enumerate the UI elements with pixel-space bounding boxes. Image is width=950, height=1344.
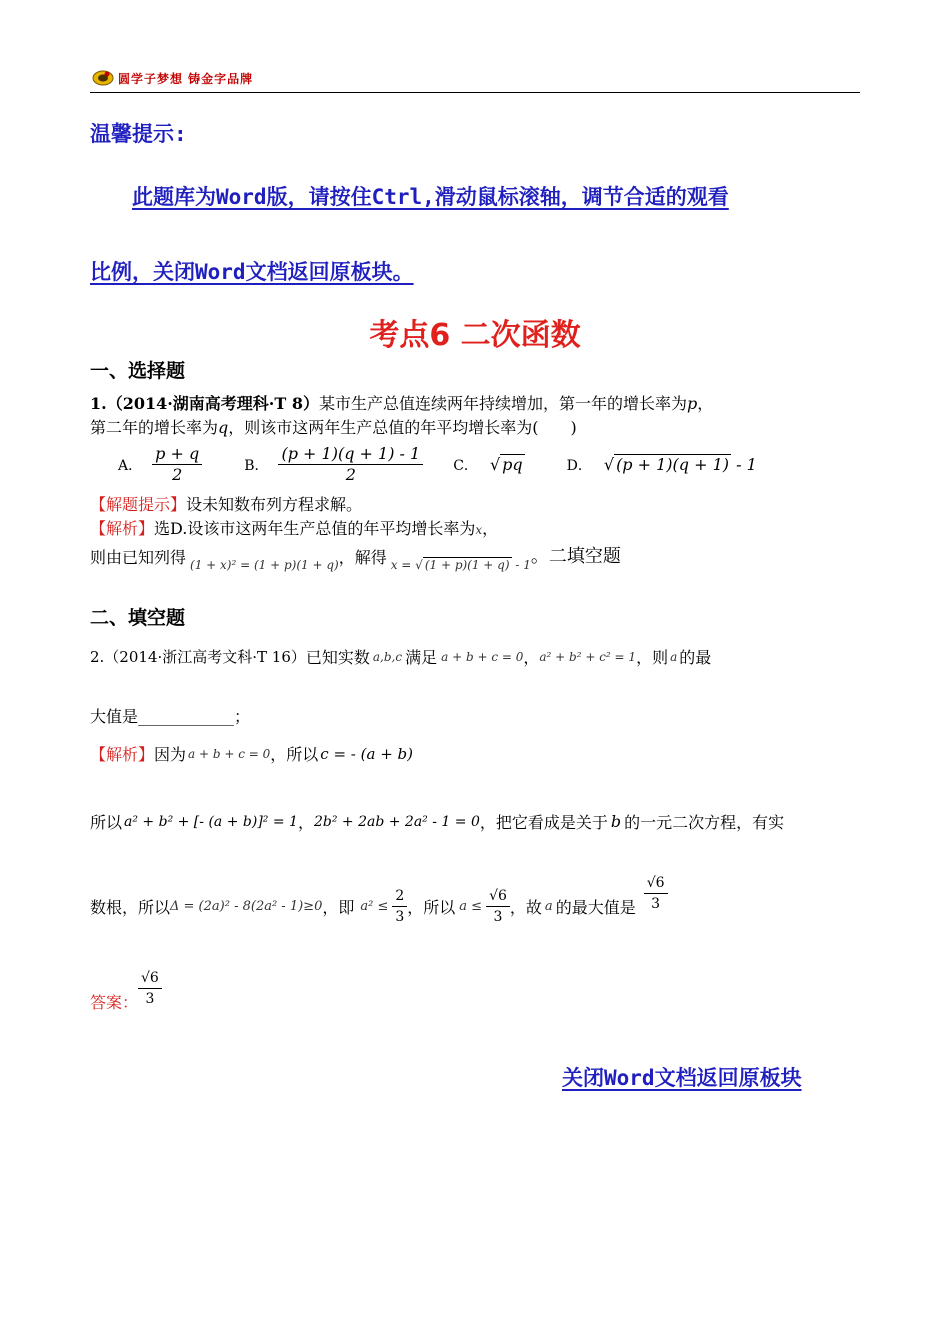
header-slogan: 圆学子梦想 铸金字品牌	[118, 72, 254, 86]
q1-stem-a: 某市生产总值连续两年持续增加，第一年的增长率为	[319, 394, 688, 413]
q2-an2-b: ，	[297, 813, 314, 832]
option-b-label: B．	[244, 457, 269, 474]
option-b-numerator: (p + 1)(q + 1) - 1	[278, 444, 423, 465]
option-c-label: C．	[453, 457, 478, 474]
section-fill-heading: 二、填空题	[90, 607, 186, 629]
tip-line-2[interactable]: 比例，关闭Word文档返回原板块。	[90, 260, 414, 284]
q2-stem-a: 已知实数	[305, 648, 370, 667]
q2-stem-b: 满足	[405, 648, 438, 667]
q2-an2-a: 所以	[90, 813, 123, 832]
q2-condition-1: a + b + c = 0	[441, 649, 524, 664]
result-tail: - 1	[511, 558, 531, 572]
q2-analysis-3	[90, 875, 668, 927]
option-b-fraction	[278, 444, 423, 485]
q2-max-d: 3	[651, 896, 661, 912]
option-c-radicand: pq	[502, 455, 523, 474]
analysis-var: x	[475, 523, 483, 537]
hint-text: 设未知数布列方程求解。	[186, 495, 363, 514]
q2-stem-c: ，则	[636, 648, 669, 667]
result-radicand: (1 + p)(1 + q)	[424, 558, 510, 572]
q2-vars: a,b,c	[372, 649, 403, 664]
q2-line-1	[90, 645, 711, 668]
q2-answer	[90, 968, 162, 1012]
q2-analysis-label: 【解析】	[90, 745, 155, 764]
q1-var-p: p	[687, 394, 698, 413]
option-a-numerator: p + q	[152, 444, 202, 465]
analysis-text: 选D.设该市这两年生产总值的年平均增长率为	[154, 519, 476, 538]
q1-analysis	[90, 516, 498, 539]
answer-n: √6	[138, 968, 162, 989]
answer-fraction	[138, 968, 162, 1009]
q2-line-2: 大值是____________；	[90, 707, 251, 726]
q2-an3-d: ，故	[509, 898, 542, 917]
q2-an3-fraction	[392, 886, 407, 927]
q2-stem-d: 的最	[679, 648, 712, 667]
q1-solution-line	[90, 542, 621, 572]
q1-stem-b: ，	[697, 394, 714, 413]
q2-analysis-1	[90, 742, 413, 765]
q2-var-a: a	[670, 649, 678, 664]
solution-mid: ，解得	[338, 548, 387, 567]
option-d-label: D．	[566, 457, 592, 474]
q2-max-n: √6	[644, 873, 668, 894]
q2-analysis-2	[90, 810, 784, 833]
option-a-fraction	[152, 444, 202, 485]
q2-an2-var: b	[610, 812, 622, 831]
tip-title: 温馨提示:	[90, 122, 187, 146]
q2-an3-root-fraction	[486, 886, 510, 927]
q1-options	[118, 444, 757, 485]
tip-line-1[interactable]: 此题库为Word版，请按住Ctrl,滑动鼠标滚轴，调节合适的观看	[132, 185, 729, 209]
option-d-tail: - 1	[731, 455, 757, 474]
option-d-expr: √ (p + 1)(q + 1) - 1	[603, 455, 757, 474]
section-choice-heading: 一、选择题	[90, 360, 186, 382]
q1-line-1	[90, 391, 713, 414]
q2-an2-eq2: 2b² + 2ab + 2a² - 1 = 0	[313, 813, 480, 830]
q1-line-2	[90, 415, 577, 438]
q2-an3-c: ，所以	[407, 898, 456, 917]
q2-an3-root-d: 3	[493, 909, 503, 925]
q1-var-q: q	[218, 418, 229, 437]
q1-stem-c: 第二年的增长率为	[90, 418, 219, 437]
logo-icon	[92, 68, 114, 86]
q2-an1-a: 因为	[154, 745, 187, 764]
q1-stem-d: ，则该市这两年生产总值的年平均增长率为( )	[228, 418, 577, 437]
analysis-end: ，	[482, 519, 499, 538]
q2-comma: ，	[523, 648, 540, 667]
q2-an2-eq: a² + b² + [- (a + b)]² = 1	[124, 813, 298, 830]
back-link[interactable]: 关闭Word文档返回原板块	[562, 1066, 802, 1090]
analysis-label: 【解析】	[90, 519, 155, 538]
q1-hint	[90, 492, 362, 515]
hint-label: 【解题提示】	[90, 495, 187, 514]
q2-an3-frac-d: 3	[395, 909, 405, 925]
q2-condition-2: a² + b² + c² = 1	[539, 649, 637, 664]
q2-an1-eq: a + b + c = 0	[188, 746, 271, 761]
solution-equation: (1 + x)² = (1 + p)(1 + q)	[190, 558, 339, 572]
solution-lead: 则由已知列得	[90, 548, 187, 567]
q2-an2-d: 的一元二次方程，有实	[624, 813, 785, 832]
q2-source: 2.（2014·浙江高考文科·T 16）	[90, 648, 306, 666]
answer-d: 3	[145, 991, 155, 1007]
q2-an3-frac-n: 2	[392, 886, 407, 907]
q2-an3-var: a	[544, 899, 553, 914]
q2-an3-eq3: a ≤	[459, 899, 483, 914]
option-a-denominator: 2	[172, 465, 183, 484]
q2-an3-a: 数根，所以	[90, 898, 171, 917]
q2-an3-b: ，即	[322, 898, 355, 917]
q2-an1-b: ，所以	[270, 745, 319, 764]
solution-end: 。二填空题	[530, 546, 621, 567]
option-d-radicand: (p + 1)(q + 1)	[616, 455, 730, 474]
q2-an3-e: 的最大值是	[555, 898, 636, 917]
q2-an1-eq2: c = - (a + b)	[320, 744, 413, 763]
option-c-expr: √ pq	[489, 455, 523, 474]
q2-an2-c: ，把它看成是关于	[479, 813, 608, 832]
result-lhs: x =	[390, 558, 416, 572]
answer-label: 答案：	[90, 993, 139, 1012]
solution-result: x = √ (1 + p)(1 + q) - 1	[390, 558, 531, 572]
q2-an3-root-n: √6	[486, 886, 510, 907]
header-divider	[90, 92, 860, 93]
q2-an3-eq: Δ = (2a)² - 8(2a² - 1)≥0	[170, 899, 323, 914]
q2-max-value	[644, 873, 668, 914]
q1-source: 1.（2014·湖南高考理科·T 8）	[90, 394, 319, 413]
option-b-denominator: 2	[345, 465, 356, 484]
option-a-label: A．	[118, 457, 143, 474]
q2-an3-eq2: a² ≤	[360, 899, 389, 914]
page-title: 考点6 二次函数	[369, 318, 581, 353]
